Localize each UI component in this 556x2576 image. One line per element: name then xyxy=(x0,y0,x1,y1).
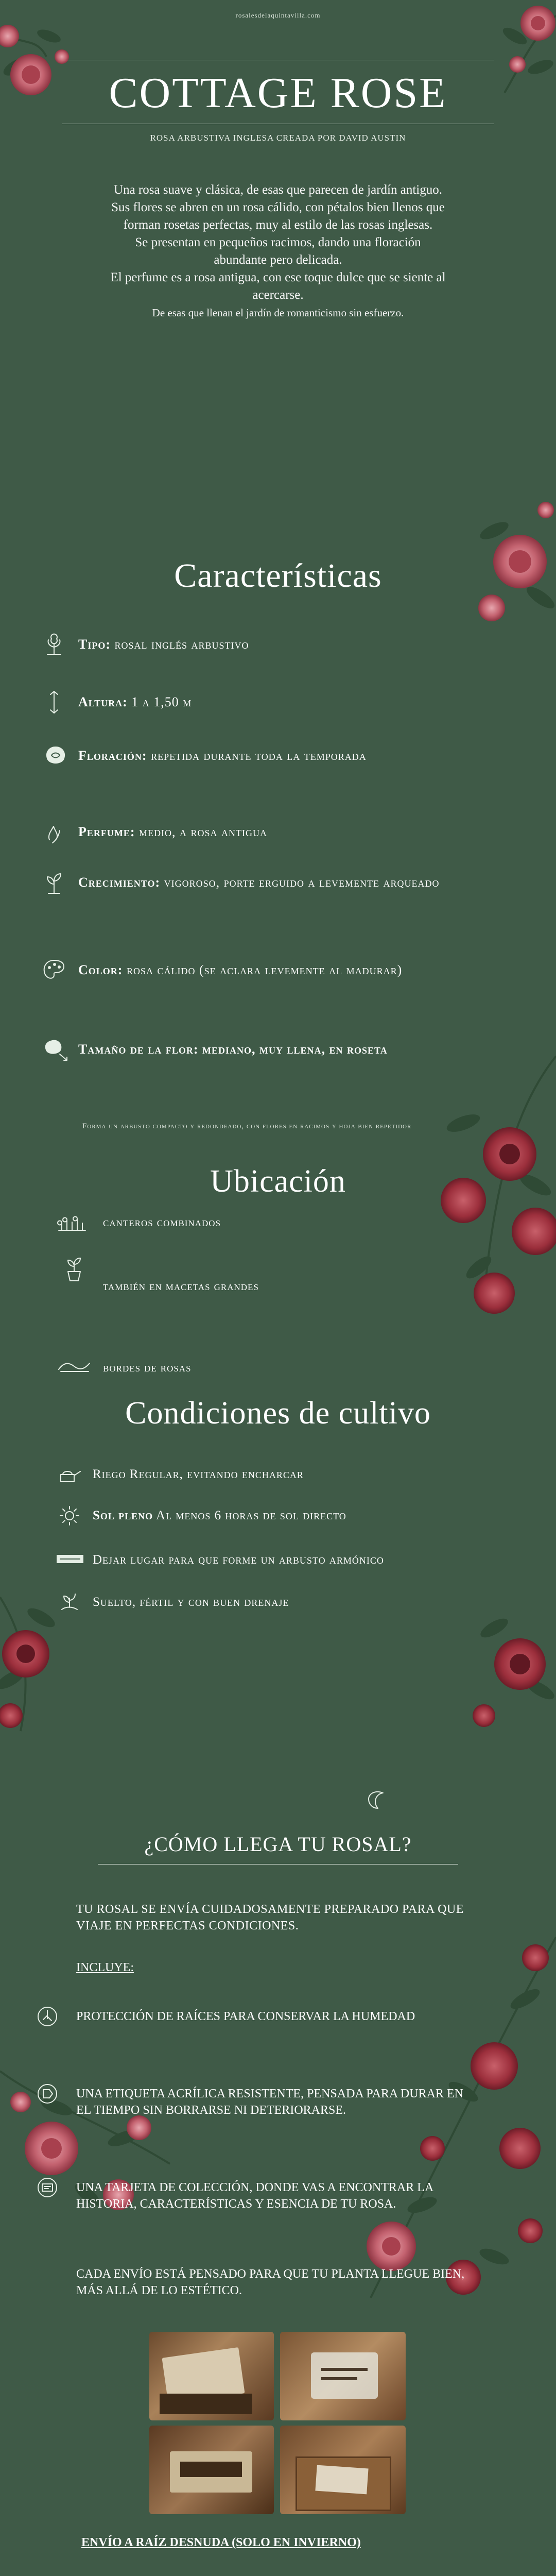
incluye-text: UNA ETIQUETA ACRÍLICA RESISTENTE, PENSADA PARA DURAR EN EL TIEMPO SIN BORRARSE NI DETERIORARSE. xyxy=(76,2087,463,2117)
ubicacion-item xyxy=(57,1280,468,1294)
incluye-item xyxy=(36,2008,499,2025)
rose-cluster-right-3 xyxy=(473,1615,556,1727)
space-icon xyxy=(54,1549,84,1569)
caracteristica-item xyxy=(41,635,494,654)
flower-size-icon xyxy=(41,1037,70,1062)
envio-intro: TU ROSAL SE ENVÍA CUIDADOSAMENTE PREPARADO PARA QUE VIAJE EN PERFECTAS CONDICIONES. xyxy=(76,1903,464,1933)
product-photo-crate xyxy=(280,2426,406,2514)
rose-flower-icon xyxy=(41,744,70,770)
condicion-item xyxy=(57,1467,499,1482)
condiciones-title: Condiciones de cultivo xyxy=(125,1396,431,1431)
item-label: Color: xyxy=(78,962,123,977)
intro-line: Una rosa suave y clásica, de esas que parecen de jardín antiguo. xyxy=(114,183,442,197)
intro-line: El perfume es a rosa antigua, con ese toque dulce que se siente al xyxy=(110,270,446,284)
ubicacion-item xyxy=(57,1361,468,1375)
ubicacion-label: también en macetas grandes xyxy=(103,1280,259,1293)
intro-line: abundante pero delicada. xyxy=(214,253,342,267)
envio-closing: CADA ENVÍO ESTÁ PENSADO PARA QUE TU PLANTA LLEGUE BIEN, MÁS ALLÁ DE LO ESTÉTICO. xyxy=(76,2267,465,2297)
incluye-item xyxy=(36,2179,499,2212)
ubicacion-title: Ubicación xyxy=(210,1164,346,1199)
condicion-text: Dejar lugar para que forme un arbusto armónico xyxy=(93,1553,384,1567)
condicion-text: Suelto, fértil y con buen drenaje xyxy=(93,1595,289,1609)
border-icon xyxy=(57,1354,93,1375)
item-value: repetida durante toda la temporada xyxy=(151,748,367,763)
product-photo-roots xyxy=(149,2426,274,2514)
height-icon xyxy=(41,689,67,715)
growth-icon xyxy=(41,870,67,895)
caracteristicas-title: Características xyxy=(174,557,382,595)
ubicacion-item xyxy=(57,1216,468,1230)
incluye-item xyxy=(36,2086,499,2119)
item-label: Crecimiento: xyxy=(78,875,161,890)
item-value: 1 a 1,50 m xyxy=(131,694,192,709)
moon-icon xyxy=(362,1789,393,1815)
intro-text xyxy=(41,181,515,321)
condicion-item xyxy=(57,1509,499,1523)
root-icon xyxy=(36,2005,59,2028)
item-label: Tipo: xyxy=(78,637,111,652)
envio-title: ¿CÓMO LLEGA TU ROSAL? xyxy=(144,1833,412,1856)
page-subtitle: ROSA ARBUSTIVA INGLESA CREADA POR DAVID AUSTIN xyxy=(150,133,406,143)
perfume-icon xyxy=(41,819,67,845)
card-icon xyxy=(36,2176,59,2199)
item-label: Tamaño de la flor: xyxy=(78,1042,199,1057)
soil-icon xyxy=(57,1591,82,1614)
raiz-desnuda-title: ENVÍO A RAÍZ DESNUDA (SOLO EN INVIERNO) xyxy=(81,2536,361,2549)
item-label: Perfume: xyxy=(78,824,135,839)
ubicacion-label: canteros combinados xyxy=(103,1216,221,1229)
condicion-item xyxy=(57,1595,499,1609)
item-value: vigoroso, porte erguido a levemente arqueado xyxy=(164,875,440,890)
sun-icon xyxy=(57,1504,82,1527)
page-title: COTTAGE ROSE xyxy=(109,69,447,117)
intro-line: De esas que llenan el jardín de romanticismo sin esfuerzo. xyxy=(152,307,404,319)
rose-bush-icon xyxy=(41,632,67,657)
incluye-text: PROTECCIÓN DE RAÍCES PARA CONSERVAR LA HUMEDAD xyxy=(76,2010,415,2023)
item-label: Altura: xyxy=(78,694,128,709)
item-value: rosal inglés arbustivo xyxy=(114,637,249,652)
caracteristica-item xyxy=(41,960,494,980)
condicion-text: Riego Regular, evitando encharcar xyxy=(93,1467,304,1481)
watering-icon xyxy=(57,1463,82,1486)
incluye-text: UNA TARJETA DE COLECCIÓN, DONDE VAS A ENCONTRAR LA HISTORIA, CARACTERÍSTICAS Y ESENCIA DE TU ROSA. xyxy=(76,2181,433,2211)
product-photo-tag xyxy=(280,2332,406,2420)
tag-icon xyxy=(36,2082,59,2105)
intro-line: Se presentan en pequeños racimos, dando una floración xyxy=(135,235,421,249)
caracteristica-item xyxy=(41,1040,494,1059)
envio-divider xyxy=(98,1864,458,1865)
garden-bed-icon xyxy=(57,1211,88,1233)
pot-icon xyxy=(59,1256,90,1282)
rose-cluster-left xyxy=(0,1597,58,1731)
palette-icon xyxy=(41,957,67,983)
product-photo-box xyxy=(149,2332,274,2420)
item-label: Floración: xyxy=(78,748,147,763)
item-value: mediano, muy llena, en roseta xyxy=(202,1042,388,1057)
condicion-bold: Sol pleno xyxy=(93,1509,153,1522)
incluye-label: INCLUYE: xyxy=(76,1961,134,1974)
intro-line: acercarse. xyxy=(252,288,304,302)
condicion-item xyxy=(57,1553,499,1567)
intro-line: forman rosetas perfectas, muy al estilo de las rosas inglesas. xyxy=(123,218,433,232)
condicion-text: Al menos 6 horas de sol directo xyxy=(156,1509,346,1522)
intro-line: Sus flores se abren en un rosa cálido, con pétalos bien llenos que xyxy=(111,200,445,214)
caracteristica-item xyxy=(41,822,494,842)
item-value: rosa cálido (se aclara levemente al madurar) xyxy=(126,962,403,977)
website-url: rosalesdelaquintavilla.com xyxy=(235,11,321,19)
ubicacion-label: bordes de rosas xyxy=(103,1361,192,1375)
caracteristicas-note: Forma un arbusto compacto y redondeado, con flores en racimos y hoja bien repetidor xyxy=(82,1122,412,1130)
item-value: medio, a rosa antigua xyxy=(139,824,268,839)
caracteristica-item xyxy=(41,746,494,766)
caracteristica-item xyxy=(41,873,494,892)
caracteristica-item xyxy=(41,692,494,712)
